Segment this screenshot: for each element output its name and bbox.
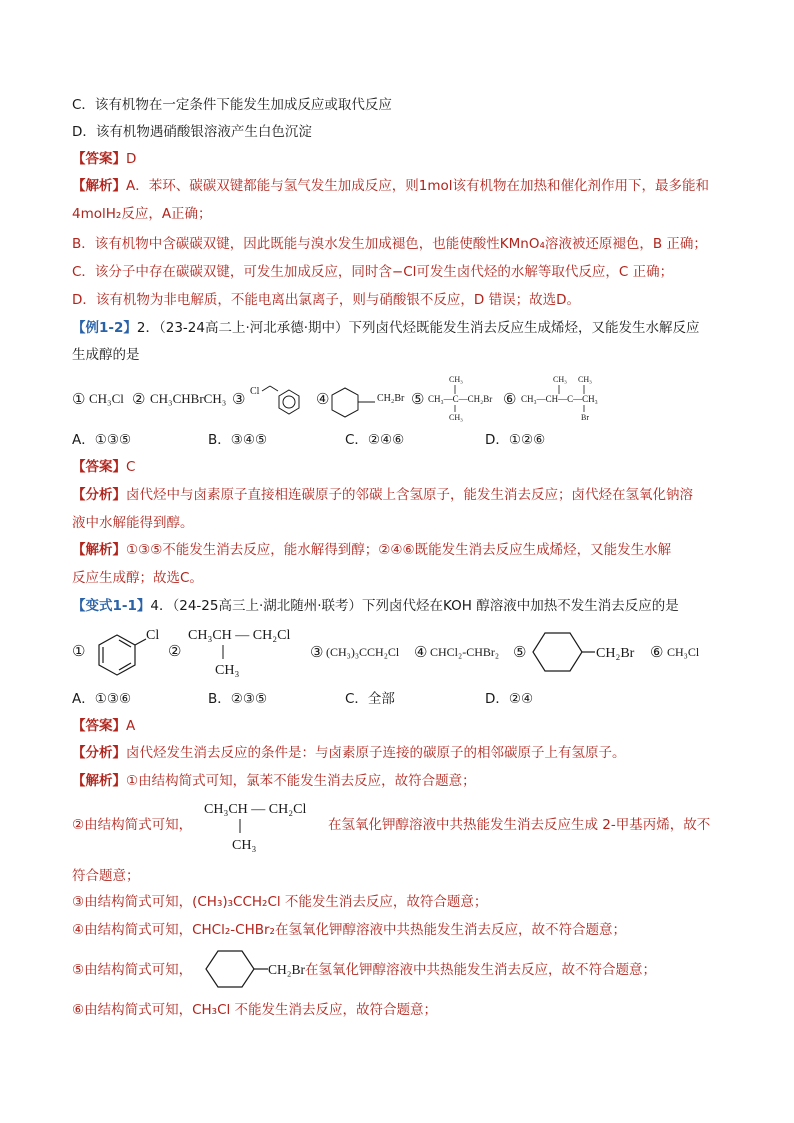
num-1: ① bbox=[72, 392, 86, 408]
fenxi-tag: 【分析】 bbox=[72, 745, 126, 761]
struct-5-top: CH₃ bbox=[449, 375, 463, 384]
benzyl-chloride-skeleton bbox=[262, 386, 299, 414]
answer-value: A bbox=[126, 718, 136, 734]
num-3: ③ bbox=[310, 645, 324, 661]
struct-6-top-1: CH₃ bbox=[553, 375, 567, 384]
example-1-2-stem-2: 生成醇的是 bbox=[72, 347, 140, 363]
struct-3-cl: Cl bbox=[250, 386, 260, 397]
jiexi-text: ①③⑤不能发生消去反应，能水解得到醇；②④⑥既能发生消去反应生成烯烃，又能发生水解 bbox=[126, 542, 672, 558]
fenxi-text: 卤代烃发生消去反应的条件是：与卤素原子连接的碳原子的相邻碳原子上有氢原子。 bbox=[126, 745, 626, 761]
choice-d: D．①②⑥ bbox=[485, 432, 546, 448]
choice-b: B．②③⑤ bbox=[208, 691, 268, 707]
example-1-2-stem bbox=[72, 318, 700, 338]
analysis-d: D．该有机物为非电解质，不能电离出氯离子，则与硝酸银不反应，D 错误；故选D。 bbox=[72, 292, 580, 308]
num-5: ⑤ bbox=[411, 392, 425, 408]
struct-2-main: CH₃CH — CH₂Cl bbox=[188, 628, 291, 643]
option-c: C．该有机物在一定条件下能发生加成反应或取代反应 bbox=[72, 97, 392, 113]
cyclohexane-ring bbox=[533, 633, 595, 671]
jiexi-line-2: 反应生成醇；故选C。 bbox=[72, 570, 203, 586]
choice-d: D．②④ bbox=[485, 691, 534, 707]
struct-6-top-2: CH₃ bbox=[578, 375, 592, 384]
jiexi-item-4: ④由结构简式可知，CHCl₂-CHBr₂在氢氧化钾醇溶液中共热能发生消去反应，故不符合题意； bbox=[72, 922, 626, 938]
answer-value: C bbox=[126, 459, 136, 475]
answer-value: D bbox=[126, 151, 137, 167]
num-4: ④ bbox=[316, 392, 330, 408]
jiexi-item-2-line-2: 符合题意； bbox=[72, 868, 140, 884]
jiexi-item-2-pre: ②由结构简式可知， bbox=[72, 817, 193, 833]
num-2: ② bbox=[132, 392, 146, 408]
fenxi-tag: 【分析】 bbox=[72, 487, 126, 503]
j2-main: CH₃CH — CH₂Cl bbox=[204, 802, 307, 817]
num-5: ⑤ bbox=[513, 645, 527, 661]
variant-1-1-structures bbox=[70, 617, 710, 683]
struct-4: CHCl₂-CHBr₂ bbox=[430, 645, 500, 659]
num-6: ⑥ bbox=[503, 392, 517, 408]
choice-a: A．①③⑤ bbox=[72, 432, 132, 448]
example-1-2-structures bbox=[70, 372, 710, 424]
struct-5-sub: CH₂Br bbox=[596, 646, 635, 661]
struct-6-main: CH₃—CH—C—CH₃ bbox=[521, 394, 598, 404]
jiexi-item-3: ③由结构简式可知，(CH₃)₃CCH₂Cl 不能发生消去反应，故符合题意； bbox=[72, 894, 488, 910]
jiexi-text: ①由结构简式可知，氯苯不能发生消去反应，故符合题意； bbox=[126, 773, 476, 789]
num-6: ⑥ bbox=[650, 645, 664, 661]
struct-2-bottom: CH₃ bbox=[215, 663, 240, 678]
stem-text: 4．（24-25高三上·湖北随州·联考）下列卤代烃在KOH 醇溶液中加热不发生消去反应的是 bbox=[150, 598, 679, 614]
answer-tag: 【答案】 bbox=[72, 718, 126, 734]
struct-1: CH₃Cl bbox=[89, 391, 124, 406]
answer-line bbox=[72, 716, 135, 736]
variant-1-1-stem bbox=[72, 596, 679, 616]
jiexi-item-5-rest bbox=[268, 960, 656, 980]
cyclohexane-ring bbox=[332, 388, 375, 417]
answer-tag: 【答案】 bbox=[72, 151, 126, 167]
j5-sub: CH₂Br bbox=[268, 962, 305, 977]
struct-2: CH₃CHBrCH₃ bbox=[150, 391, 227, 406]
analysis-c: C．该分子中存在碳碳双键，可发生加成反应，同时含−Cl可发生卤代烃的水解等取代反应，C 正确； bbox=[72, 264, 674, 280]
fenxi-line-2: 液中水解能得到醇。 bbox=[72, 515, 194, 531]
stem-text: 2．（23-24高二上·河北承德·期中）下列卤代烃既能发生消去反应生成烯烃，又能发生水解反应 bbox=[136, 320, 700, 336]
choice-b: B．③④⑤ bbox=[208, 432, 268, 448]
struct-5-main: CH₃—C—CH₂Br bbox=[428, 394, 493, 404]
jiexi-tag: 【解析】 bbox=[72, 542, 126, 558]
jiexi-item-2-structure bbox=[200, 793, 330, 853]
analysis-text: A．苯环、碳碳双键都能与氢气发生加成反应，则1mol该有机物在加热和催化剂作用下，最多能和 bbox=[126, 178, 709, 194]
jiexi-item-6: ⑥由结构简式可知，CH₃Cl 不能发生消去反应，故符合题意； bbox=[72, 1002, 438, 1018]
analysis-b: B．该有机物中含碳碳双键，因此既能与溴水发生加成褪色，也能使酸性KMnO₄溶液被还原褪色，B 正确； bbox=[72, 236, 707, 252]
chlorobenzene-ring bbox=[99, 635, 146, 675]
jiexi-item-2-post: 在氢氧化钾醇溶液中共热能发生消去反应生成 2-甲基丙烯，故不 bbox=[328, 817, 711, 833]
struct-6-bottom: Br bbox=[581, 413, 589, 422]
analysis-line-1 bbox=[72, 176, 709, 196]
fenxi-text: 卤代烃中与卤素原子直接相连碳原子的邻碳上含氢原子，能发生消去反应；卤代烃在氢氧化钠溶 bbox=[126, 487, 693, 503]
fenxi-line-1 bbox=[72, 485, 693, 505]
jiexi-line-1 bbox=[72, 540, 671, 560]
choice-a: A．①③⑥ bbox=[72, 691, 132, 707]
j2-bottom: CH₃ bbox=[232, 838, 257, 853]
struct-5-bottom: CH₃ bbox=[449, 413, 463, 422]
num-2: ② bbox=[168, 644, 182, 660]
jiexi-line-1 bbox=[72, 771, 476, 791]
choice-c: C．全部 bbox=[345, 691, 395, 707]
struct-3: (CH₃)₃CCH₂Cl bbox=[326, 645, 400, 659]
struct-1-cl: Cl bbox=[146, 628, 160, 643]
example-tag: 【例1-2】 bbox=[72, 320, 137, 336]
analysis-line-2: 4molH₂反应，A正确； bbox=[72, 206, 212, 222]
answer-line bbox=[72, 149, 136, 169]
fenxi-line bbox=[72, 743, 626, 763]
choice-c: C．②④⑥ bbox=[345, 432, 405, 448]
struct-4-sub: CH₂Br bbox=[377, 393, 405, 404]
analysis-tag: 【解析】 bbox=[72, 178, 126, 194]
option-d: D．该有机物遇硝酸银溶液产生白色沉淀 bbox=[72, 124, 312, 140]
j5-post: 在氢氧化钾醇溶液中共热能发生消去反应，故不符合题意； bbox=[304, 962, 656, 978]
variant-tag: 【变式1-1】 bbox=[72, 598, 151, 614]
struct-6: CH₃Cl bbox=[667, 645, 700, 659]
num-4: ④ bbox=[414, 645, 428, 661]
jiexi-item-5-pre: ⑤由结构简式可知， bbox=[72, 962, 193, 978]
jiexi-tag: 【解析】 bbox=[72, 773, 126, 789]
answer-tag: 【答案】 bbox=[72, 459, 126, 475]
num-1: ① bbox=[72, 644, 86, 660]
answer-line bbox=[72, 457, 135, 477]
num-3: ③ bbox=[232, 392, 246, 408]
jiexi-item-5-ring bbox=[202, 947, 274, 991]
